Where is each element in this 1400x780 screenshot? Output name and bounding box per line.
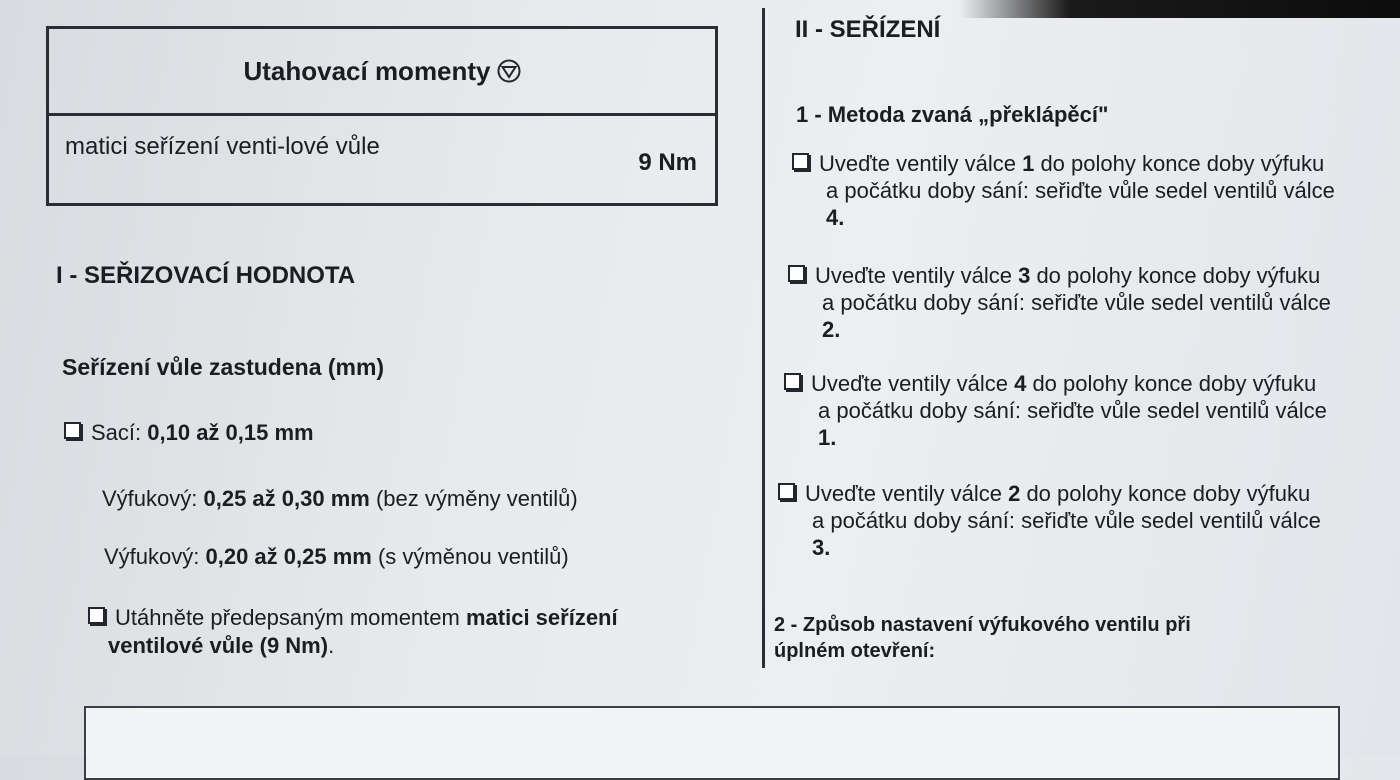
method-2-title xyxy=(774,612,1191,664)
step-1-cylinder: 1 xyxy=(1022,151,1035,176)
step-1-adjust-cylinder: 4. xyxy=(826,205,845,230)
torque-row-value: 9 Nm xyxy=(638,149,697,176)
step-1 xyxy=(792,150,1335,231)
step-1-text-b: do polohy konce doby výfuku xyxy=(1040,151,1325,176)
step-3-adjust-cylinder: 1. xyxy=(818,425,837,450)
exhaust-1-value: 0,25 až 0,30 mm xyxy=(203,486,370,511)
checkbox-icon xyxy=(88,607,105,624)
step-2-line-2: a počátku doby sání: seřiďte vůle sedel ventilů válce xyxy=(822,290,1331,315)
step-3 xyxy=(784,370,1327,451)
checkbox-icon xyxy=(64,422,81,439)
step-4-line-2: a počátku doby sání: seřiďte vůle sedel ventilů válce xyxy=(812,508,1321,533)
torque-table xyxy=(46,26,718,206)
torque-row xyxy=(49,116,715,178)
step-2-adjust-cylinder: 2. xyxy=(822,317,841,342)
step-2-text-b: do polohy konce doby výfuku xyxy=(1036,263,1321,288)
exhaust-1-label: Výfukový: xyxy=(102,486,198,511)
method-2-title-line-2: úplném otevření: xyxy=(774,640,936,662)
torque-triangle-icon xyxy=(497,59,521,83)
step-3-cylinder: 4 xyxy=(1014,371,1027,396)
column-divider xyxy=(762,8,765,668)
step-4-text-b: do polohy konce doby výfuku xyxy=(1026,481,1311,506)
checkbox-icon xyxy=(788,265,805,282)
step-3-line-2: a počátku doby sání: seřiďte vůle sedel ventilů válce xyxy=(818,398,1327,423)
step-4 xyxy=(778,480,1321,561)
checkbox-icon xyxy=(784,373,801,390)
step-1-line-2: a počátku doby sání: seřiďte vůle sedel ventilů válce xyxy=(826,178,1335,203)
section-2-heading: II - SEŘÍZENÍ xyxy=(795,16,941,43)
torque-table-title: Utahovací momenty xyxy=(243,55,491,86)
exhaust-2-value: 0,20 až 0,25 mm xyxy=(205,544,372,569)
section-1-heading: I - SEŘIZOVACÍ HODNOTA xyxy=(56,262,356,289)
step-3-text-b: do polohy konce doby výfuku xyxy=(1032,371,1317,396)
checkbox-icon xyxy=(792,153,809,170)
clearance-subheading: Seřízení vůle zastudena (mm) xyxy=(62,354,385,380)
torque-row-label: matici seřízení venti-lové vůle xyxy=(65,133,380,160)
tighten-bold-2: ventilové vůle (9 Nm) xyxy=(108,633,329,658)
method-2-title-line-1: 2 - Způsob nastavení výfukového ventilu při xyxy=(774,614,1191,636)
step-2-cylinder: 3 xyxy=(1018,263,1031,288)
intake-line xyxy=(64,420,314,446)
exhaust-1-note: (bez výměny ventilů) xyxy=(375,486,578,511)
step-4-adjust-cylinder: 3. xyxy=(812,535,831,560)
monitor-bezel xyxy=(960,0,1400,18)
exhaust-line-1 xyxy=(102,486,578,512)
step-2 xyxy=(788,262,1331,343)
step-4-cylinder: 2 xyxy=(1008,481,1021,506)
intake-label: Sací: xyxy=(91,420,142,445)
tighten-instruction xyxy=(88,604,618,660)
checkbox-icon xyxy=(778,483,795,500)
exhaust-line-2 xyxy=(104,544,569,570)
exhaust-2-note: (s výměnou ventilů) xyxy=(377,544,569,569)
step-4-text-a: Uveďte ventily válce xyxy=(805,481,1002,506)
method-1-title: 1 - Metoda zvaná „překlápěcí" xyxy=(796,102,1109,127)
step-2-text-a: Uveďte ventily válce xyxy=(815,263,1012,288)
tighten-bold-1: matici seřízení xyxy=(465,605,618,630)
intake-value: 0,10 až 0,15 mm xyxy=(147,420,314,445)
bottom-frame xyxy=(84,706,1340,780)
tighten-prefix: Utáhněte předepsaným momentem xyxy=(115,605,460,630)
step-1-text-a: Uveďte ventily válce xyxy=(819,151,1016,176)
tighten-suffix: . xyxy=(328,633,335,658)
torque-table-header xyxy=(49,29,715,116)
exhaust-2-label: Výfukový: xyxy=(104,544,200,569)
step-3-text-a: Uveďte ventily válce xyxy=(811,371,1008,396)
